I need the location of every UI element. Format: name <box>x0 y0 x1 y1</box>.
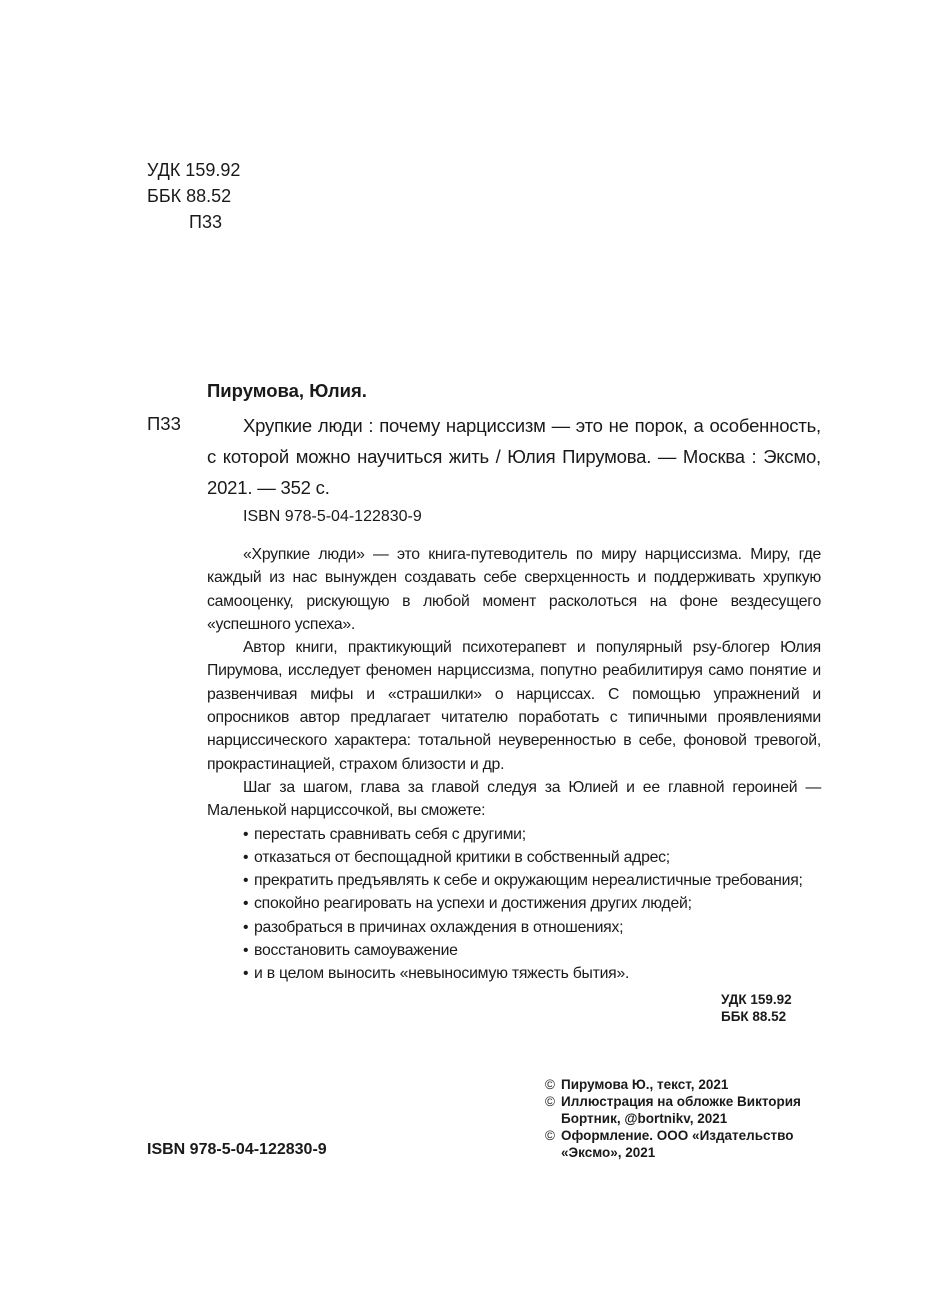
list-item: • прекратить предъявлять к себе и окружающим нереалистичные требования; <box>243 869 821 892</box>
copyright-block <box>545 1076 823 1161</box>
bottom-isbn: ISBN 978-5-04-122830-9 <box>147 1141 327 1158</box>
copyright-line: © Пирумова Ю., текст, 2021 <box>545 1077 729 1092</box>
bibliographic-description: Хрупкие люди : почему нарциссизм — это не порок, а особенность, с которой можно научиться жить / Юлия Пирумова. — Москва : Эксмо, 2021. — 352 с. <box>207 415 821 498</box>
top-classification-codes <box>147 157 240 235</box>
copyright-icon: © <box>545 1077 555 1092</box>
udk-code: УДК 159.92 <box>721 992 792 1007</box>
author-mark: П33 <box>189 212 222 232</box>
benefits-list <box>207 823 821 986</box>
bbk-code: ББК 88.52 <box>147 186 232 206</box>
list-item: • перестать сравнивать себя с другими; <box>243 823 821 846</box>
bbk-code: ББК 88.52 <box>721 1009 787 1024</box>
copyright-icon: © <box>545 1094 555 1109</box>
copyright-line: © Иллюстрация на обложке Виктория Бортник, @bortnikv, 2021 <box>545 1094 801 1126</box>
list-item: • отказаться от беспощадной критики в собственный адрес; <box>243 846 821 869</box>
annotation-paragraph: «Хрупкие люди» — это книга-путеводитель по миру нарциссизма. Миру, где каждый из нас вынужден создавать себе сверхценность и поддерживать хрупкую самооценку, рискующую в любой момент расколоться на фоне вездесущего «успешного успеха». <box>207 546 821 633</box>
udk-code: УДК 159.92 <box>147 160 241 180</box>
list-item: • восстановить самоуважение <box>243 939 821 962</box>
annotation-paragraph: Шаг за шагом, глава за главой следуя за Юлией и ее главной героиней — Маленькой нарциссочкой, вы сможете: <box>207 778 821 820</box>
entry-isbn: ISBN 978-5-04-122830-9 <box>243 508 422 525</box>
annotation-paragraph: Автор книги, практикующий психотерапевт и популярный psy-блогер Юлия Пирумова, исследует феномен нарциссизма, попутно реабилитируя само понятие и развенчивая мифы и «страшилки» о нарциссах. С помощью упражнений и опросников автор предлагает читателю поработать с типичными проявлениями нарциссического характера: тотальной неуверенностью в себе, фоновой тревогой, прокрастинацией, страхом близости и др. <box>207 639 821 773</box>
list-item: • спокойно реагировать на успехи и достижения других людей; <box>243 892 821 915</box>
entry-author-mark: П33 <box>147 413 181 434</box>
list-item: • и в целом выносить «невыносимую тяжесть бытия». <box>243 962 821 985</box>
bottom-classification-codes <box>721 991 792 1025</box>
copyright-line: © Оформление. ООО «Издательство «Эксмо», 2021 <box>545 1128 794 1160</box>
copyright-icon: © <box>545 1128 555 1143</box>
annotation <box>207 543 821 986</box>
author-heading: Пирумова, Юлия. <box>207 380 367 401</box>
list-item: • разобраться в причинах охлаждения в отношениях; <box>243 916 821 939</box>
